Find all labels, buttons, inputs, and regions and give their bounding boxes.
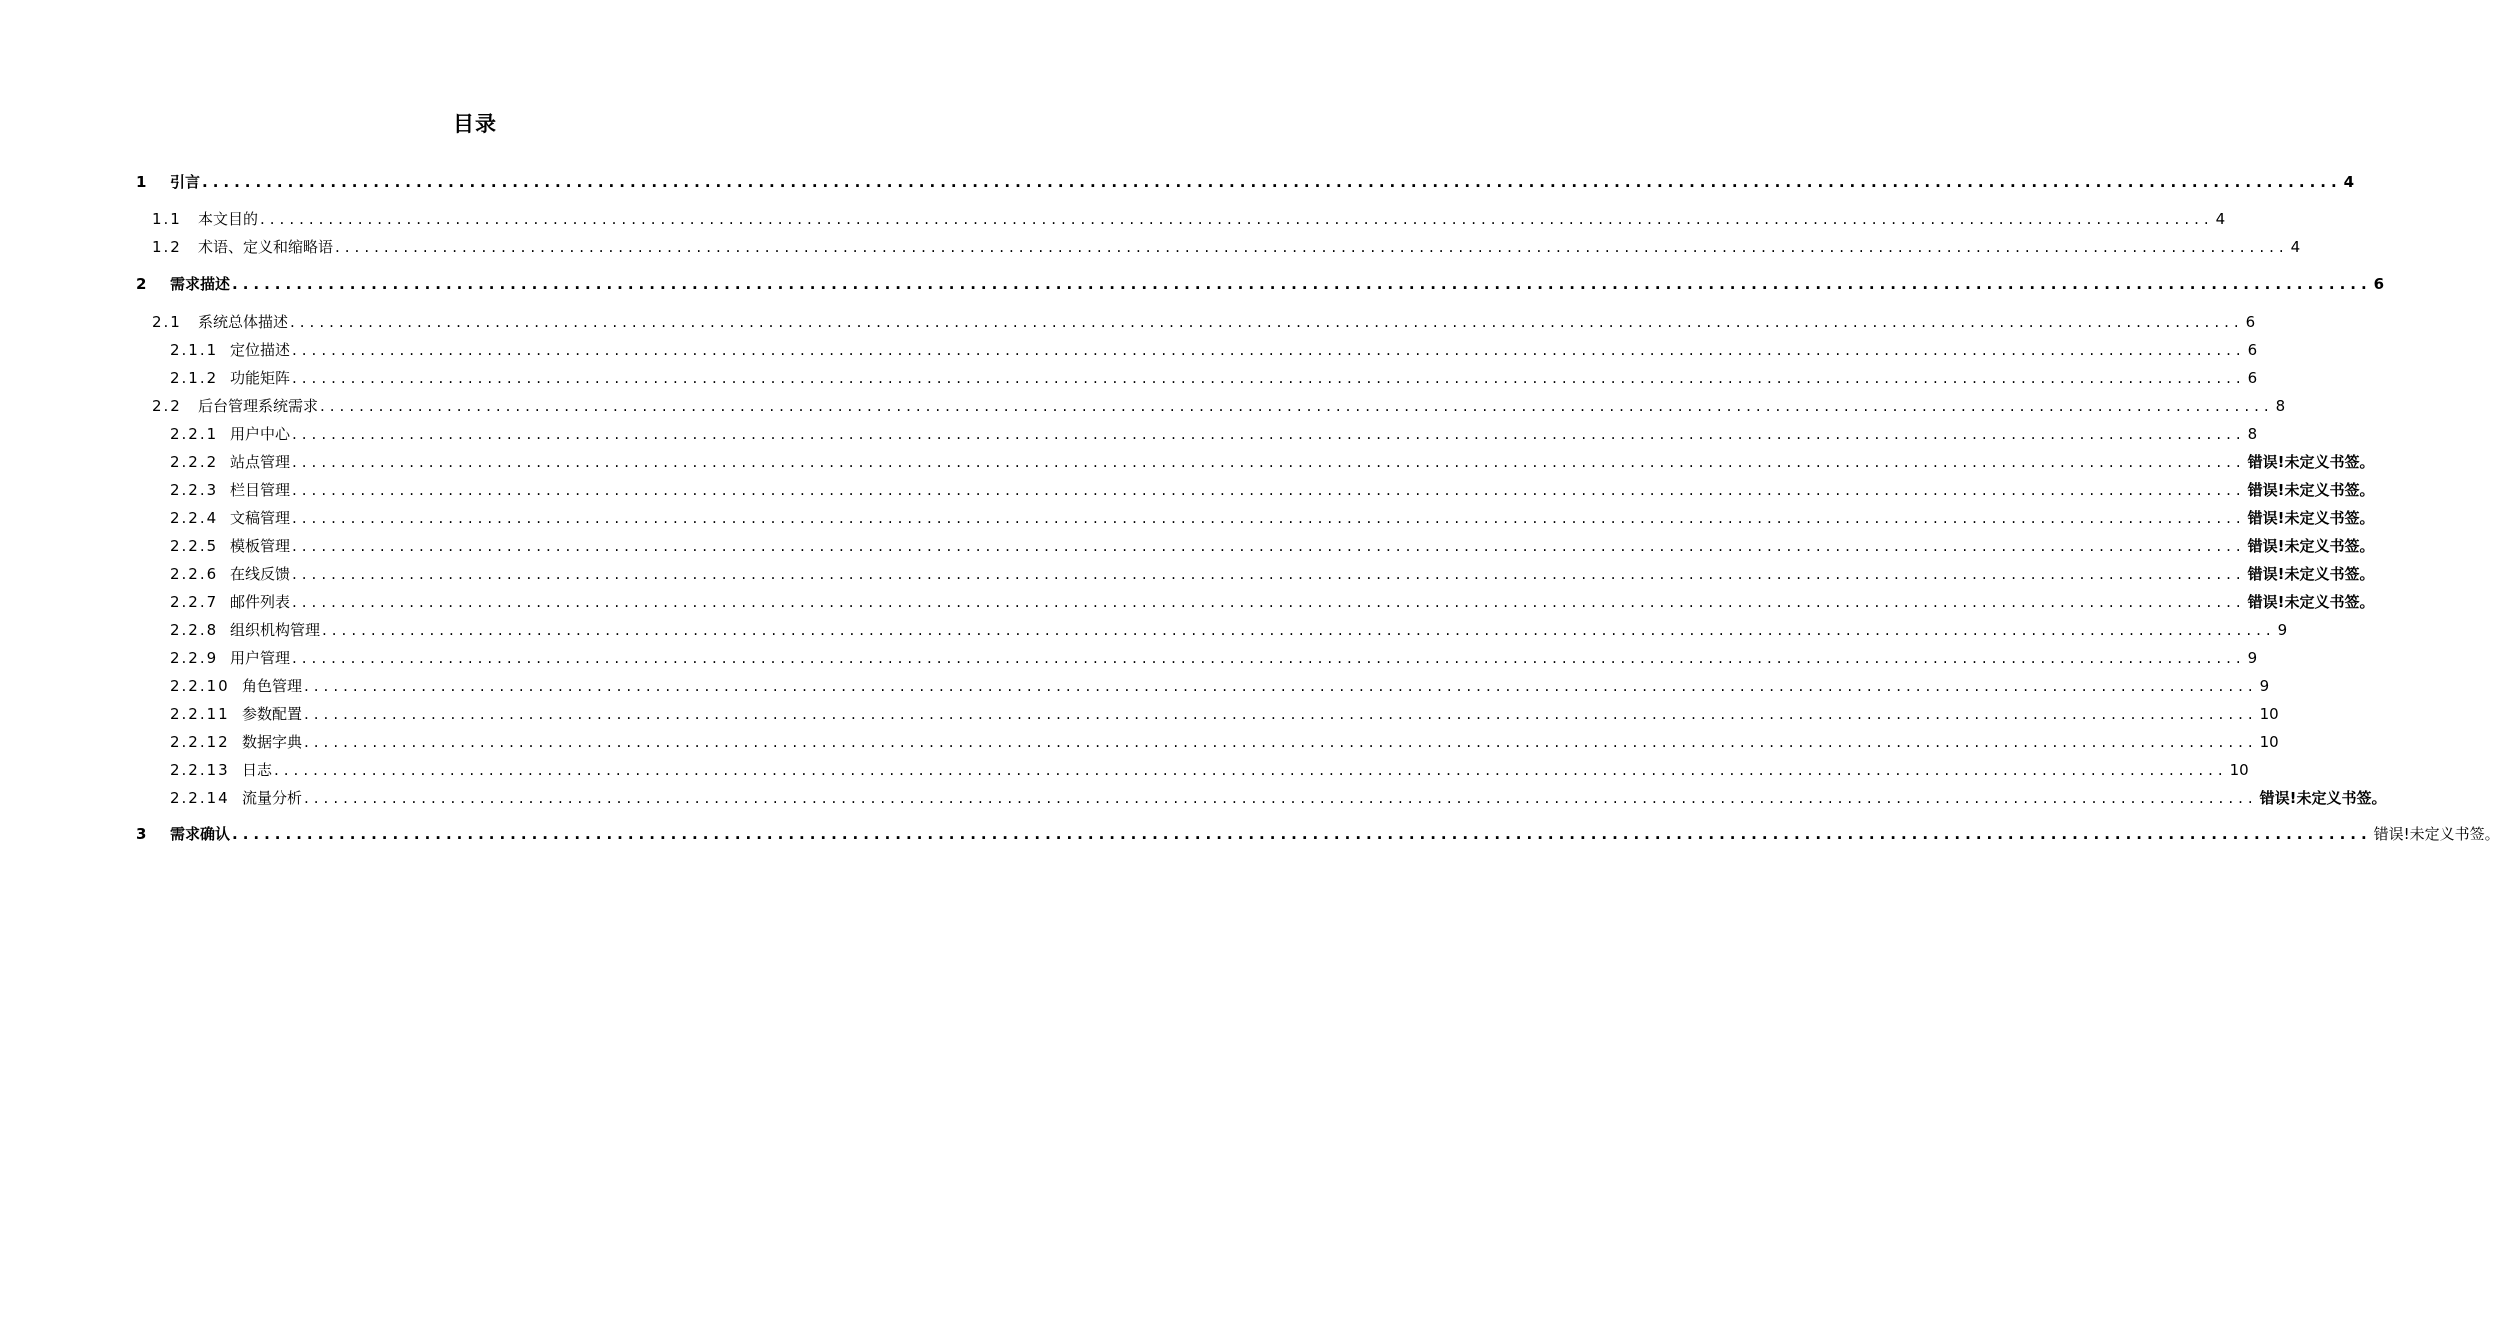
toc-entry[interactable] <box>152 392 2286 416</box>
toc-title: 目录 <box>453 112 497 136</box>
toc-entry-label: 数据字典 <box>242 733 303 751</box>
toc-entry-label: 在线反馈 <box>230 565 291 583</box>
toc-entry-error-text: 错误!未定义书签。 <box>2247 453 2375 471</box>
toc-dot-leader: ........................................................................................................................................................................................................ <box>292 453 2246 471</box>
toc-entry[interactable] <box>170 672 2270 696</box>
toc-entry[interactable] <box>152 205 2226 229</box>
toc-entry-number: 2.2 <box>152 397 182 415</box>
toc-entry-label: 引言 <box>170 173 201 191</box>
toc-entry[interactable] <box>170 756 2249 780</box>
toc-entry[interactable] <box>170 336 2258 360</box>
toc-entry-page-number: 6 <box>2245 313 2256 331</box>
toc-entry-page-number: 9 <box>2259 677 2270 695</box>
toc-entry-error-text: 错误!未定义书签。 <box>2247 481 2375 499</box>
toc-dot-leader: ........................................................................................................................................................................................................ <box>292 593 2246 611</box>
toc-entry-label: 后台管理系统需求 <box>198 397 319 415</box>
toc-entry-label: 角色管理 <box>242 677 303 695</box>
toc-entry-label: 系统总体描述 <box>198 313 289 331</box>
toc-entry-number: 2.2.13 <box>170 761 230 779</box>
toc-entry-number: 1.2 <box>152 238 182 256</box>
toc-entry-number: 2.1 <box>152 313 182 331</box>
toc-entry-label: 站点管理 <box>230 453 291 471</box>
toc-dot-leader: ........................................................................................................................................................................................................ <box>304 789 2258 807</box>
toc-entry-number: 2.2.10 <box>170 677 230 695</box>
toc-entry-label: 组织机构管理 <box>230 621 321 639</box>
toc-entry-label: 日志 <box>242 761 273 779</box>
toc-dot-leader: ........................................................................................................................................................................................................ <box>304 733 2258 751</box>
toc-entry[interactable] <box>152 308 2256 332</box>
toc-entry-label: 邮件列表 <box>230 593 291 611</box>
toc-dot-leader: ........................................................................................................................................................................................................ <box>274 761 2228 779</box>
toc-entry-number: 2.2.14 <box>170 789 230 807</box>
toc-dot-leader: ........................................................................................................................................................................................................ <box>292 537 2246 555</box>
toc-dot-leader: ........................................................................................................................................................................................................ <box>292 649 2246 667</box>
toc-dot-leader: ........................................................................................................................................................................................................ <box>290 313 2244 331</box>
toc-dot-leader: ........................................................................................................................................................................................................ <box>304 677 2258 695</box>
toc-dot-leader: ........................................................................................................................................................................................................ <box>202 173 2342 191</box>
toc-entry-label: 流量分析 <box>242 789 303 807</box>
toc-entry-page-number: 4 <box>2290 238 2301 256</box>
toc-entry-number: 2.2.1 <box>170 425 219 443</box>
toc-entry-label: 需求描述 <box>170 275 231 293</box>
toc-entry[interactable] <box>170 476 2375 500</box>
toc-dot-leader: ........................................................................................................................................................................................................ <box>304 705 2258 723</box>
toc-dot-leader: ........................................................................................................................................................................................................ <box>335 238 2289 256</box>
toc-entry[interactable] <box>170 420 2258 444</box>
toc-entry[interactable] <box>136 168 2355 192</box>
toc-dot-leader: ........................................................................................................................................................................................................ <box>292 565 2246 583</box>
toc-entry-label: 参数配置 <box>242 705 303 723</box>
toc-entry[interactable] <box>170 504 2375 528</box>
toc-entry-page-number: 10 <box>2229 761 2249 779</box>
toc-entry-label: 文稿管理 <box>230 509 291 527</box>
toc-entry[interactable] <box>170 364 2258 388</box>
toc-entry[interactable] <box>170 784 2387 808</box>
toc-entry[interactable] <box>170 532 2375 556</box>
toc-entry-number: 2.2.6 <box>170 565 219 583</box>
toc-entry-error-text: 错误!未定义书签。 <box>2247 565 2375 583</box>
toc-entry[interactable] <box>170 448 2375 472</box>
toc-entry[interactable] <box>136 270 2385 294</box>
toc-entry-page-number: 6 <box>2373 275 2385 293</box>
toc-entry-number: 2.2.2 <box>170 453 219 471</box>
toc-entry-page-number: 4 <box>2215 210 2226 228</box>
toc-entry-label: 栏目管理 <box>230 481 291 499</box>
toc-entry-number: 1 <box>136 173 147 191</box>
toc-entry-label: 模板管理 <box>230 537 291 555</box>
toc-entry-label: 术语、定义和缩略语 <box>198 238 334 256</box>
toc-entry-error-text: 错误!未定义书签。 <box>2373 825 2500 843</box>
toc-entry-label: 用户中心 <box>230 425 291 443</box>
toc-entry[interactable] <box>170 644 2258 668</box>
toc-entry-label: 本文目的 <box>198 210 259 228</box>
toc-entry-label: 定位描述 <box>230 341 291 359</box>
toc-entry-number: 2.2.4 <box>170 509 219 527</box>
toc-entry-page-number: 8 <box>2275 397 2286 415</box>
toc-entry[interactable] <box>136 820 2500 844</box>
toc-entry-number: 2 <box>136 275 147 293</box>
toc-dot-leader: ........................................................................................................................................................................................................ <box>292 369 2246 387</box>
toc-entry-page-number: 9 <box>2247 649 2258 667</box>
toc-entry-page-number: 6 <box>2247 369 2258 387</box>
toc-entry-error-text: 错误!未定义书签。 <box>2247 509 2375 527</box>
toc-entry-number: 2.1.1 <box>170 341 219 359</box>
toc-entry[interactable] <box>152 233 2301 257</box>
toc-entry-number: 2.2.8 <box>170 621 219 639</box>
toc-entry-error-text: 错误!未定义书签。 <box>2247 593 2375 611</box>
toc-entry[interactable] <box>170 728 2279 752</box>
toc-dot-leader: ........................................................................................................................................................................................................ <box>320 397 2274 415</box>
toc-entry[interactable] <box>170 700 2279 724</box>
toc-entry-page-number: 9 <box>2277 621 2288 639</box>
toc-entry-number: 2.2.3 <box>170 481 219 499</box>
toc-dot-leader: ........................................................................................................................................................................................................ <box>292 425 2246 443</box>
toc-entry-error-text: 错误!未定义书签。 <box>2259 789 2387 807</box>
toc-entry-number: 2.2.5 <box>170 537 219 555</box>
toc-entry-page-number: 4 <box>2343 173 2355 191</box>
toc-entry[interactable] <box>170 560 2375 584</box>
toc-dot-leader: ........................................................................................................................................................................................................ <box>322 621 2276 639</box>
toc-entry-label: 用户管理 <box>230 649 291 667</box>
toc-entry-number: 2.1.2 <box>170 369 219 387</box>
toc-entry-number: 2.2.9 <box>170 649 219 667</box>
toc-dot-leader: ........................................................................................................................................................................................................ <box>292 341 2246 359</box>
toc-dot-leader: ........................................................................................................................................................................................................ <box>292 509 2246 527</box>
toc-entry-number: 2.2.7 <box>170 593 219 611</box>
toc-entry-number: 3 <box>136 825 147 843</box>
toc-entry-error-text: 错误!未定义书签。 <box>2247 537 2375 555</box>
toc-entry-label: 需求确认 <box>170 825 231 843</box>
toc-entry[interactable] <box>170 616 2288 640</box>
toc-entry-page-number: 6 <box>2247 341 2258 359</box>
toc-entry-page-number: 10 <box>2259 705 2279 723</box>
toc-dot-leader: ........................................................................................................................................................................................................ <box>260 210 2214 228</box>
toc-entry-number: 2.2.12 <box>170 733 230 751</box>
toc-entry[interactable] <box>170 588 2375 612</box>
toc-entry-page-number: 8 <box>2247 425 2258 443</box>
toc-dot-leader: ........................................................................................................................................................................................................ <box>232 825 2372 843</box>
toc-entry-number: 1.1 <box>152 210 182 228</box>
toc-entry-number: 2.2.11 <box>170 705 230 723</box>
toc-entry-page-number: 10 <box>2259 733 2279 751</box>
toc-dot-leader: ........................................................................................................................................................................................................ <box>292 481 2246 499</box>
toc-dot-leader: ........................................................................................................................................................................................................ <box>232 275 2372 293</box>
toc-entry-label: 功能矩阵 <box>230 369 291 387</box>
